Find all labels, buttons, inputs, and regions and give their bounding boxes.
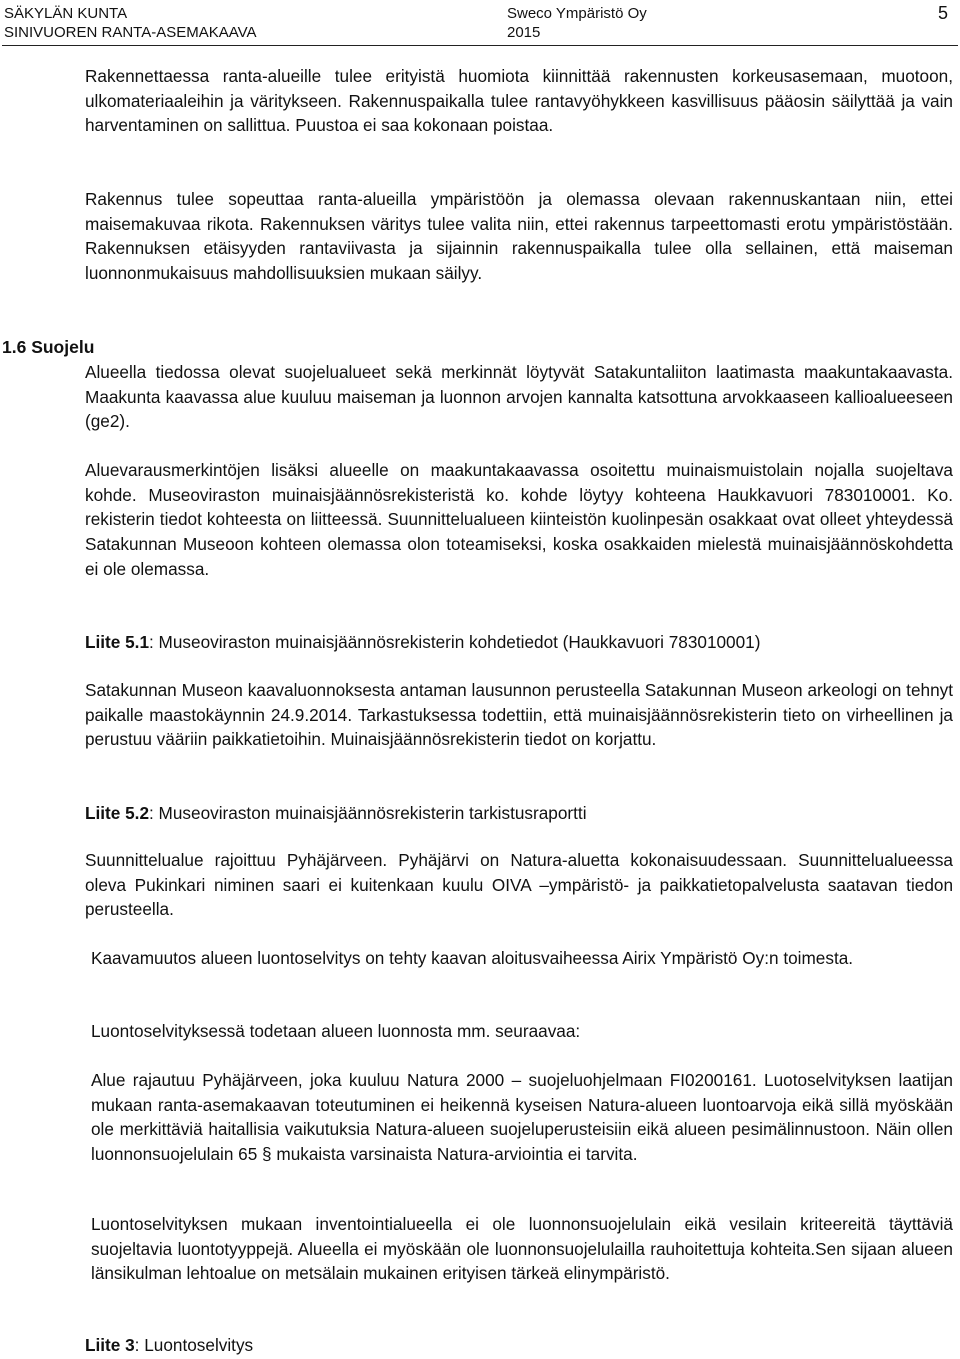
paragraph-nature-survey: Kaavamuutos alueen luontoselvitys on tehty kaavan aloitusvaiheessa Airix Ympäristö Oy:n toimesta. <box>91 948 854 968</box>
page-header <box>2 2 958 44</box>
paragraph-protected-areas: Alueella tiedossa olevat suojelualueet sekä merkinnät löytyvät Satakuntaliiton laatimasta maakuntakaavasta. Maakunta kaavassa alue kuuluu maiseman ja luonnon arvojen kannalta katsottuna arvokkaaseen kallioalueeseen (ge2). <box>85 362 953 432</box>
header-left <box>4 4 257 42</box>
paragraph-natura-assessment: Alue rajautuu Pyhäjärveen, joka kuuluu Natura 2000 – suojeluohjelmaan FI0200161. Luotoselvityksen laatijan mukaan ranta-asemakaavan toteutuminen ei heikennä kyseisen Natura-alueen luontoarvoja eikä sillä myöskään ole merkittäviä haitallisia vaikutuksia Natura-alueen suojeluperusteisiin eikä alueen pesimälinnustoon. Näin ollen luonnonsuojelulain 65 § mukaista varsinaista Natura-arviointia ei tarvita. <box>91 1070 953 1165</box>
appendix-5-1 <box>85 630 760 654</box>
company-name: Sweco Ympäristö Oy <box>507 5 647 22</box>
appendix-5-1-text: : Museoviraston muinaisjäännösrekisterin kohdetiedot (Haukkavuori 783010001) <box>149 632 761 652</box>
appendix-5-2 <box>85 801 587 825</box>
appendix-3-label: Liite 3 <box>85 1335 135 1355</box>
appendix-5-2-text: : Museoviraston muinaisjäännösrekisterin tarkistusraportti <box>149 803 587 823</box>
paragraph-natura: Suunnittelualue rajoittuu Pyhäjärveen. Pyhäjärvi on Natura-aluetta kokonaisuudessaan. Suunnittelualueessa oleva Pukinkari niminen saari ei kuitenkaan kuulu OIVA –ympäristö- ja paikkatietopalvelusta saatavan tiedon perusteella. <box>85 850 953 920</box>
header-middle <box>507 4 647 42</box>
paragraph-construction: Rakennettaessa ranta-alueille tulee erityistä huomiota kiinnittää rakennusten korkeusasemaan, muotoon, ulkomateriaaleihin ja väritykseen. Rakennuspaikalla tulee rantavyöhykkeen kasvillisuus pääosin säilyttää ja vain harventaminen on sallittua. Puustoa ei saa kokonaan poistaa. <box>85 66 953 136</box>
paragraph-adaptation: Rakennus tulee sopeuttaa ranta-alueilla ympäristöön ja olemassa olevaan rakennuskantaan niin, ettei maisemakuvaa rikota. Rakennuksen väritys tulee valita niin, ettei rakennus tarpeettomasti erotu ympäristöstään. Rakennuksen etäisyyden rantaviivasta ja sijainnin rakennuspaikalla tulee olla sellainen, että maiseman luonnonmukaisuus mahdollisuuksien mukaan säilyy. <box>85 189 953 284</box>
municipality-name: SÄKYLÄN KUNTA <box>4 5 128 22</box>
appendix-5-2-label: Liite 5.2 <box>85 803 149 823</box>
plan-name: SINIVUOREN RANTA-ASEMAKAAVA <box>4 24 257 41</box>
year: 2015 <box>507 24 541 41</box>
paragraph-inventory-results: Luontoselvityksen mukaan inventointialueella ei ole luonnonsuojelulain eikä vesilain kriteereitä täyttäviä suojeltavia luontotyyppejä. Alueella ei myöskään ole luonnonsuojelulailla rauhoitettuja kohteita.Sen sijaan alueen länsikulman lehtoalue on metsälain mukainen erityisen tärkeä elinympäristö. <box>91 1214 953 1284</box>
section-heading: 1.6 Suojelu <box>2 337 95 357</box>
header-divider <box>2 45 958 46</box>
paragraph-museum-statement: Satakunnan Museon kaavaluonnoksesta antaman lausunnon perusteella Satakunnan Museon arkeologi on tehnyt paikalle maastokäynnin 24.9.2014. Tarkastuksessa todettiin, että muinaisjäännösrekisterin tieto on virheellinen ja perustuu vääriin paikkatietoihin. Muinaisjäännösrekisterin tiedot on korjattu. <box>85 680 953 750</box>
appendix-5-1-label: Liite 5.1 <box>85 632 149 652</box>
appendix-3 <box>85 1333 253 1357</box>
appendix-3-text: : Luontoselvitys <box>134 1335 254 1355</box>
paragraph-heritage-site: Aluevarausmerkintöjen lisäksi alueelle on maakuntakaavassa osoitettu muinaismuistolain nojalla suojeltava kohde. Museoviraston muinaisjäännösrekisteristä ko. kohde löytyy kohteena Haukkavuori 783010001. Ko. rekisterin tiedot kohteesta on liitteessä. Suunnittelualueen kiinteistön kuolinpesän osakkaat ovat olleet yhteydessä Satakunnan Museoon kohteen olemassa olon toteamiseksi, koska osakkaiden mielestä muinaisjäännöskohdetta ei ole olemassa. <box>85 460 953 579</box>
page-number: 5 <box>937 3 948 23</box>
paragraph-survey-intro: Luontoselvityksessä todetaan alueen luonnosta mm. seuraavaa: <box>91 1021 581 1041</box>
